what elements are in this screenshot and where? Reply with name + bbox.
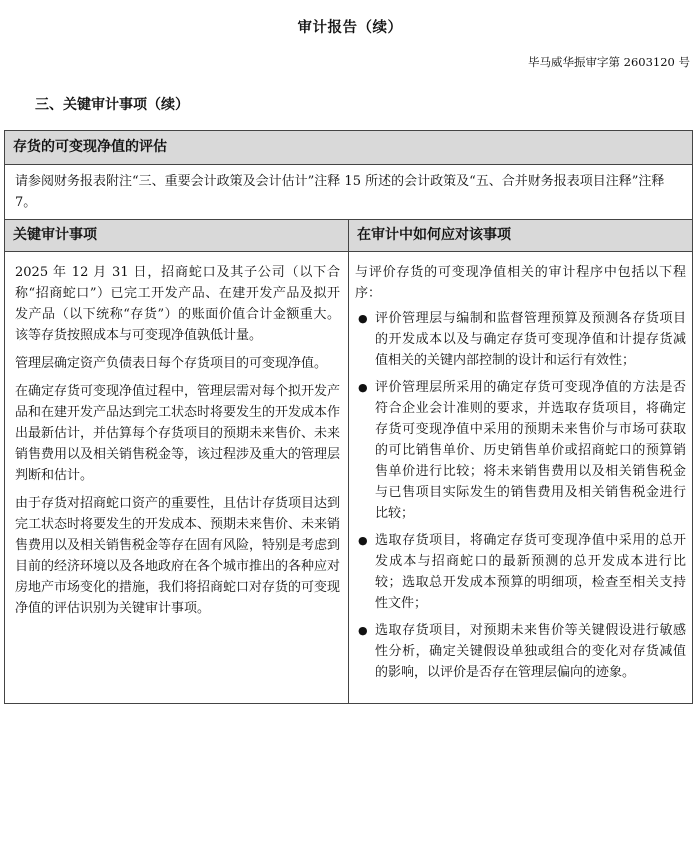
- report-reference-number: 毕马威华振审字第 2603120 号: [527, 55, 690, 69]
- page-title: 审计报告（续）: [297, 19, 403, 36]
- procedure-list: [355, 308, 686, 683]
- matter-reference-note: 请参阅财务报表附注“三、重要会计政策及会计估计”注释 15 所述的会计政策及“五、合并财务报表项目注释”注释 7。: [5, 165, 693, 220]
- key-audit-matter-table: [4, 130, 693, 704]
- procedure-item: [355, 377, 686, 524]
- procedure-text: 评价管理层所采用的确定存货可变现净值的方法是否符合企业会计准则的要求，并选取存货项目，将确定存货可变现净值中采用的预期未来售价与市场可获取的可比销售单价、历史销售单价或招商蛇口的预算销售单价进行比较；将未来销售费用以及相关销售税金与已售项目实际发生的销售费用及相关销售税金进行比较；: [375, 380, 686, 521]
- matter-paragraph: 在确定存货可变现净值过程中，管理层需对每个拟开发产品和在建开发产品达到完工状态时将要发生的开发成本作出最新估计，并估算每个存货项目的预期未来售价、未来销售费用以及相关销售税金等，该过程涉及重大的管理层判断和估计。: [15, 384, 341, 483]
- audit-response-description: [349, 252, 693, 704]
- procedure-text: 评价管理层与编制和监督管理预算及预测各存货项目的开发成本以及与确定存货可变现净值和计提存货减值相关的关键内部控制的设计和运行有效性；: [375, 311, 686, 368]
- procedure-item: [355, 530, 686, 614]
- procedure-text: 选取存货项目，对预期未来售价等关键假设进行敏感性分析，确定关键假设单独或组合的变化对存货减值的影响，以评价是否存在管理层偏向的迹象。: [375, 623, 686, 680]
- key-audit-matter-description: [5, 252, 349, 704]
- bullet-icon: ●: [358, 534, 368, 547]
- right-column-header: 在审计中如何应对该事项: [349, 220, 693, 252]
- left-column-header: 关键审计事项: [5, 220, 349, 252]
- procedure-item: [355, 620, 686, 683]
- matter-paragraph: 由于存货对招商蛇口资产的重要性，且估计存货项目达到完工状态时将要发生的开发成本、预期未来售价、未来销售费用以及相关销售税金等存在固有风险，特别是考虑到目前的经济环境以及各地政府在各个城市推出的各种应对房地产市场变化的措施，我们将招商蛇口对存货的可变现净值的评估识别为关键审计事项。: [15, 496, 341, 616]
- procedure-text: 选取存货项目，将确定存货可变现净值中采用的总开发成本与招商蛇口的最新预测的总开发成本进行比较；选取总开发成本预算的明细项，检查至相关支持性文件；: [375, 533, 686, 611]
- matter-paragraph: 2025 年 12 月 31 日，招商蛇口及其子公司（以下合称“招商蛇口”）已完工开发产品、在建开发产品及拟开发产品（以下统称“存货”）的账面价值合计金额重大。该等存货按照成本与可变现净值孰低计量。: [15, 265, 340, 343]
- response-intro: 与评价存货的可变现净值相关的审计程序中包括以下程序：: [355, 265, 686, 301]
- bullet-icon: ●: [358, 312, 368, 325]
- bullet-icon: ●: [358, 381, 368, 394]
- bullet-icon: ●: [358, 624, 368, 637]
- matter-paragraph: 管理层确定资产负债表日每个存货项目的可变现净值。: [15, 356, 328, 371]
- matter-title: 存货的可变现净值的评估: [5, 131, 693, 165]
- section-heading: 三、关键审计事项（续）: [35, 97, 189, 113]
- procedure-item: [355, 308, 686, 371]
